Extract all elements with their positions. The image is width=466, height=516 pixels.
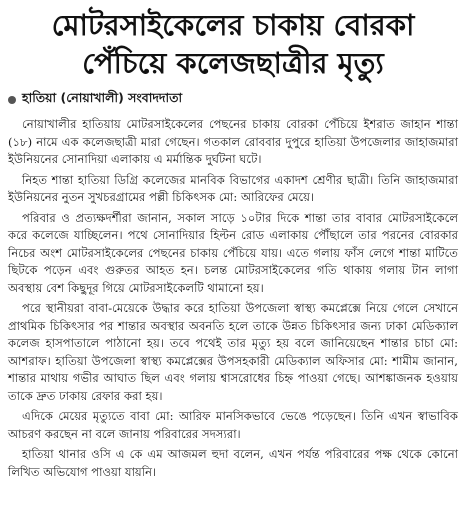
paragraph: নোয়াখালীর হাতিয়ায় মোটরসাইকেলের পেছনের চাকায় বোরকা পেঁচিয়ে ইশরাত জাহান শান্তা (১৮) নামে এক কলেজছাত্রী মারা গেছেন। গতকাল রোববার দুপুরে হাতিয়া উপজেলার জাহাজমারা ইউনিয়নের সোনাদিয়া এলাকায় এ মর্মান্তিক দুর্ঘটনা ঘটে। — [8, 117, 458, 166]
paragraph: হাতিয়া থানার ওসি এ কে এম আজমল হুদা বলেন, এখন পর্যন্ত পরিবারের পক্ষ থেকে কোনো লিখিত অভিযোগ পাওয়া যায়নি। — [8, 447, 458, 479]
byline-text: হাতিয়া (নোয়াখালী) সংবাদদাতা — [22, 90, 183, 105]
headline-line-2: পেঁচিয়ে কলেজছাত্রীর মৃত্যু — [82, 46, 384, 80]
headline — [8, 6, 458, 82]
bullet-icon — [8, 96, 16, 104]
paragraph: পরিবার ও প্রত্যক্ষদর্শীরা জানান, সকাল সাড়ে ১০টার দিকে শান্তা তার বাবার মোটরসাইকেলে করে কলেজে যাচ্ছিলেন। পথে সোনাদিয়ার হিল্টন রোড এলাকায় পৌঁছালে তার পরনের বোরকার নিচের অংশ মোটরসাইকেলের পেছনের চাকায় পেঁচিয়ে যায়। এতে গলায় ফাঁস লেগে শান্তা মাটিতে ছিটকে পড়েন এবং গুরুতর আহত হন। চলন্ত মোটরসাইকেলের গতি থাকায় গলায় টান লাগা অবস্থায় বেশ কিছুদূর গিয়ে মোটরসাইকেলটি থামানো হয়। — [8, 210, 458, 295]
article-body — [8, 116, 458, 481]
byline — [8, 90, 458, 110]
paragraph: পরে স্থানীয়রা বাবা-মেয়েকে উদ্ধার করে হাতিয়া উপজেলা স্বাস্থ্য কমপ্লেক্সে নিয়ে গেলে সেখানে প্রাথমিক চিকিৎসার পর শান্তার অবস্থার অবনতি হলে তাকে উন্নত চিকিৎসার জন্য ঢাকা মেডিক্যাল কলেজ হাসপাতালে পাঠানো হয়। তবে পথেই তার মৃত্যু হয় বলে জানিয়েছেন শান্তার চাচা মো: আশরাফ। হাতিয়া উপজেলা স্বাস্থ্য কমপ্লেক্সের উপসহকারী মেডিক্যাল অফিসার মো: শামীম জানান, শান্তার মাথায় গভীর আঘাত ছিল এবং গলায় শ্বাসরোধের চিহ্ন পাওয়া গেছে। আশঙ্কাজনক হওয়ায় তাকে দ্রুত ঢাকায় রেফার করা হয়। — [8, 301, 458, 403]
paragraph: নিহত শান্তা হাতিয়া ডিগ্রি কলেজের মানবিক বিভাগের একাদশ শ্রেণীর ছাত্রী। তিনি জাহাজমারা ইউনিয়নের নুতন সুখচরগ্রামের পল্লী চিকিৎসক মো: আরিফের মেয়ে। — [8, 172, 458, 204]
paragraph: এদিকে মেয়ের মৃত্যুতে বাবা মো: আরিফ মানসিকভাবে ভেঙে পড়েছেন। তিনি এখন স্বাভাবিক আচরণ করছেন না বলে জানায় পরিবারের সদস্যরা। — [8, 409, 458, 441]
headline-line-1: মোটরসাইকেলের চাকায় বোরকা — [51, 8, 415, 42]
